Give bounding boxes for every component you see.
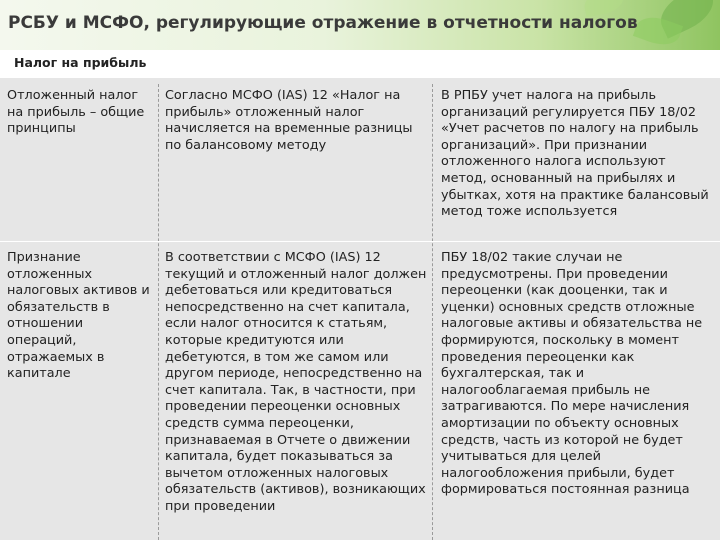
table-cell-ras: ПБУ 18/02 такие случаи не предусмотрены. При проведении переоценки (как дооценки, так и уценки) основных средств отложные налоговые активы и обязательства не формируются, поскольку в момент проведения переоценки как бухгалтерская, так и налогооблагаемая прибыль не затрагиваются. По мере начисления амортизации по объекту основных средств, часть из которой не будет учитываться для целей налогообложения прибыли, будет формироваться постоянная разница <box>441 250 703 498</box>
section-subtitle: Налог на прибыль <box>14 55 147 70</box>
column-divider <box>432 84 433 540</box>
slide-title: РСБУ и МСФО, регулирующие отражение в отчетности налогов <box>8 13 638 33</box>
table-cell-ifrs: В соответствии с МСФО (IAS) 12 текущий и отложенный налог должен дебетоваться или кредитоваться непосредственно на счет капитала, если налог относится к статьям, которые кредитуются или дебетуются, в том же самом или другом периоде, непосредственно на счет капитала. Так, в частности, при проведении переоценки основных средств сумма переоценки, признаваемая в Отчете о движении капитала, будет показываться за вычетом отложенных налоговых обязательств (активов), возникающих при проведении <box>165 250 427 514</box>
table-cell-topic: Признание отложенных налоговых активов и обязательств в отношении операций, отражаемых в капитале <box>7 250 150 382</box>
comparison-table <box>0 78 720 540</box>
table-cell-ras: В РПБУ учет налога на прибыль организаций регулируется ПБУ 18/02 «Учет расчетов по налогу на прибыль организаций». При признании отложенного налога используют метод, основанный на прибылях и убытках, хотя на практике балансовый метод тоже используется <box>441 88 709 220</box>
table-cell-ifrs: Согласно МСФО (IAS) 12 «Налог на прибыль» отложенный налог начисляется на временные разницы по балансовому методу <box>165 88 413 153</box>
column-divider <box>158 84 159 540</box>
table-cell-topic: Отложенный налог на прибыль – общие принципы <box>7 88 145 137</box>
title-banner <box>0 0 720 50</box>
